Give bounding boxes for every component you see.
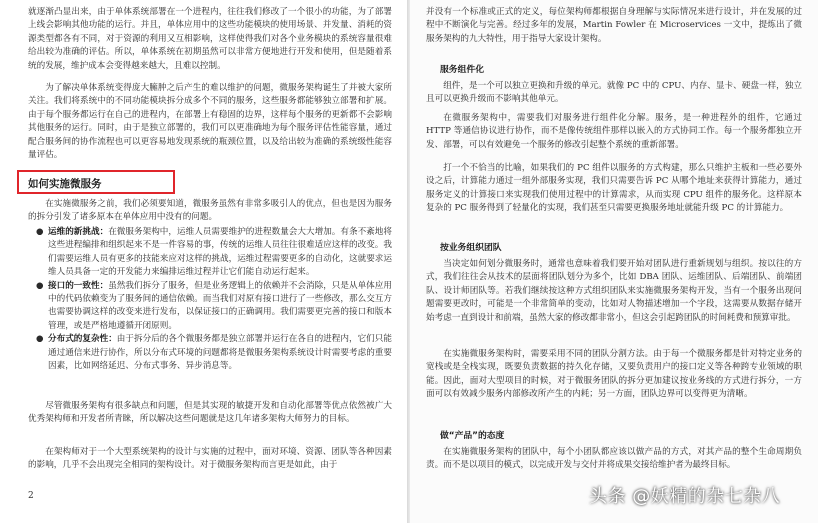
right-paragraph-1	[426, 6, 802, 46]
page-number: 2	[28, 491, 34, 501]
left-paragraph-5: 在架构师对于一个大型系统架构的设计与实施的过程中，面对环境、资源、团队等各种因素的影响，几乎不会出现完全相同的架构设计。对于微服务架构而言更是如此，由于	[28, 447, 392, 471]
heading-product: 做“产品”的态度	[440, 431, 505, 441]
right-paragraph-5: 当决定如何划分微服务时，通常也意味着我们要开始对团队进行重新规划与组织。按以往的方式，我们往往会从技术的层面将团队划分为多个，比如 DBA 团队、运维团队、后端团队、前端团队、设计师团队等。若我们继续按这种方式组织团队来实施微服务架构开发，当有一个服务出现问题需要更改时，可能是一个非常简单的变动，比如对人物描述增加一个字段，这需要从数据存储开始考虑一直到设计和前端，虽然大家的修改都非常小，但这会引起跨团队的时间耗费和预算审批。	[426, 259, 802, 323]
challenge-text: 由于拆分后的各个微服务都是独立部署并运行在各自的进程内，它们只能通过通信来进行协作，所以分布式环境的问题都将是微服务架构系统设计时需要考虑的重要因素，比如网络延迟、分布式事务、异步消息等。	[48, 334, 392, 372]
right-paragraph-3: 在微服务架构中，需要我们对服务进行组件化分解。服务，是一种进程外的组件，它通过 HTTP 等通信协议进行协作，而不是像传统组件那样以嵌入的方式协同工作。每一个服务都独立开发、部署，可以有效避免一个服务的修改引起整个系统的重新部署。	[426, 113, 802, 150]
watermark: 头条 @妖精的杂七杂八	[589, 486, 781, 507]
challenge-term: 接口的一致性：	[48, 280, 109, 291]
left-paragraph-2: 为了解决单体系统变得庞大臃肿之后产生的难以维护的问题，微服务架构诞生了并被大家所关注。我们将系统中的不同功能模块拆分成多个不同的服务，这些服务都能够独立部署和扩展。由于每个服务都运行在自己的进程内，在部署上有稳固的边界，这样每个服务的更新都不会影响其他服务的运行。同时，由于是独立部署的，我们可以更准确地为每个服务评估性能容量，通过配合服务间的协作流程也可以更容易地发现系统的瓶颈位置，以及给出较为准确的系统级性能容量评估。	[28, 83, 392, 161]
challenge-item-distributed	[34, 333, 392, 373]
left-page	[0, 0, 408, 523]
bullet-icon: ●	[36, 280, 44, 291]
challenge-text: 在微服务架构中，运维人员需要维护的进程数量会大大增加。有条不紊地将这些进程编排和组织起来不是一件容易的事，传统的运维人员往往很难适应这样的改变。我们需要运维人员有更多的技能来应对这样的挑战，运维过程需要更多的自动化，这就要求运维人员具备一定的开发能力来编排运维过程并让它们能自动运行起来。	[48, 227, 392, 278]
left-paragraph-3: 在实施微服务之前，我们必须要知道，微服务虽然有非常多吸引人的优点，但也是因为服务的拆分引发了诸多原本在单体应用中没有的问题。	[28, 199, 392, 223]
right-paragraph-7: 在实施微服务架构的团队中，每个小团队都应该以做产品的方式，对其产品的整个生命周期负责。而不是以项目的模式，以完成开发与交付并将成果交接给维护者为最终目标。	[426, 447, 802, 471]
heading-teams: 按业务组织团队	[440, 243, 502, 253]
heading-componentization: 服务组件化	[440, 65, 484, 75]
challenge-item-interface	[34, 280, 392, 334]
bullet-icon: ●	[36, 227, 44, 237]
challenge-text: 虽然我们拆分了服务，但是业务逻辑上的依赖并不会消除，只是从单体应用中的代码依赖变为了服务间的通信依赖。而当我们对原有接口进行了一些修改，那么交互方也需要协调这样的改变来进行发布，以保证接口的正确调用。我们需要更完善的接口和版本管理，或是严格地遵循开闭原则。	[48, 280, 392, 331]
right-paragraph-1-text: 并没有一个标准或正式的定义，每位架构师都根据自身理解与实际情况来进行设计，并在发展的过程中不断演化与完善。经过多年的发展，Martin Fowler 在 Microservices 一文中，提炼出了微服务架构的九大特性，用于指导大家设计架构。	[426, 7, 802, 44]
right-page	[410, 0, 818, 523]
left-paragraph-1: 就逐渐凸显出来，由于单体系统部署在一个进程内，往往我们修改了一个很小的功能，为了部署上线会影响其他功能的运行。并且，单体应用中的这些功能模块的使用场景、并发量、消耗的资源类型都各有不同，对于资源的利用又互相影响，这样使得我们对各个业务模块的系统容量很难给出较为准确的评估。所以，单体系统在初期虽然可以非常方便地进行开发和使用，但是随着系统的发展，维护成本会变得越来越大，且难以控制。	[28, 7, 392, 71]
challenge-term: 运维的新挑战：	[48, 227, 109, 237]
challenge-term: 分布式的复杂性：	[48, 334, 117, 345]
section-title: 如何实施微服务	[28, 178, 102, 190]
bullet-icon: ●	[36, 334, 44, 345]
right-paragraph-2: 组件，是一个可以独立更换和升级的单元。就像 PC 中的 CPU、内存、显卡、硬盘一样，独立且可以更换升级而不影响其他单元。	[426, 81, 802, 105]
challenge-item-ops	[34, 226, 392, 280]
challenge-list	[34, 226, 392, 373]
right-paragraph-4: 打一个不恰当的比喻，如果我们的 PC 组件以服务的方式构建，那么只维护主板和一些必要外设之后，计算能力通过一组外部服务实现，我们只需要告诉 PC 从哪个地址来获得计算能力，通过服务定义的计算接口来实现我们使用过程中的计算需求，从而实现 CPU 组件的服务化。这样原本复杂的 PC 服务得到了轻量化的实现，我们甚至只需要更换服务地址就能升级 PC 的计算能力。	[426, 163, 802, 214]
right-paragraph-6: 在实施微服务架构时，需要采用不同的团队分割方法。由于每一个微服务都是针对特定业务的宽栈或是全栈实现，既要负责数据的持久化存储，又要负责用户的接口定义等各种跨专业领域的职能。因此，面对大型项目的时候，对于微服务团队的拆分更加建议按业务线的方式进行拆分，一方面可以有效减少服务内部修改所产生的内耗；另一方面，团队边界可以变得更为清晰。	[426, 349, 802, 400]
left-paragraph-4: 尽管微服务架构有很多缺点和问题，但是其实现的敏捷开发和自动化部署等优点依然被广大优秀架构师和开发者所青睐，所以解决这些问题就是这几年诸多架构大师努力的目标。	[28, 401, 392, 425]
